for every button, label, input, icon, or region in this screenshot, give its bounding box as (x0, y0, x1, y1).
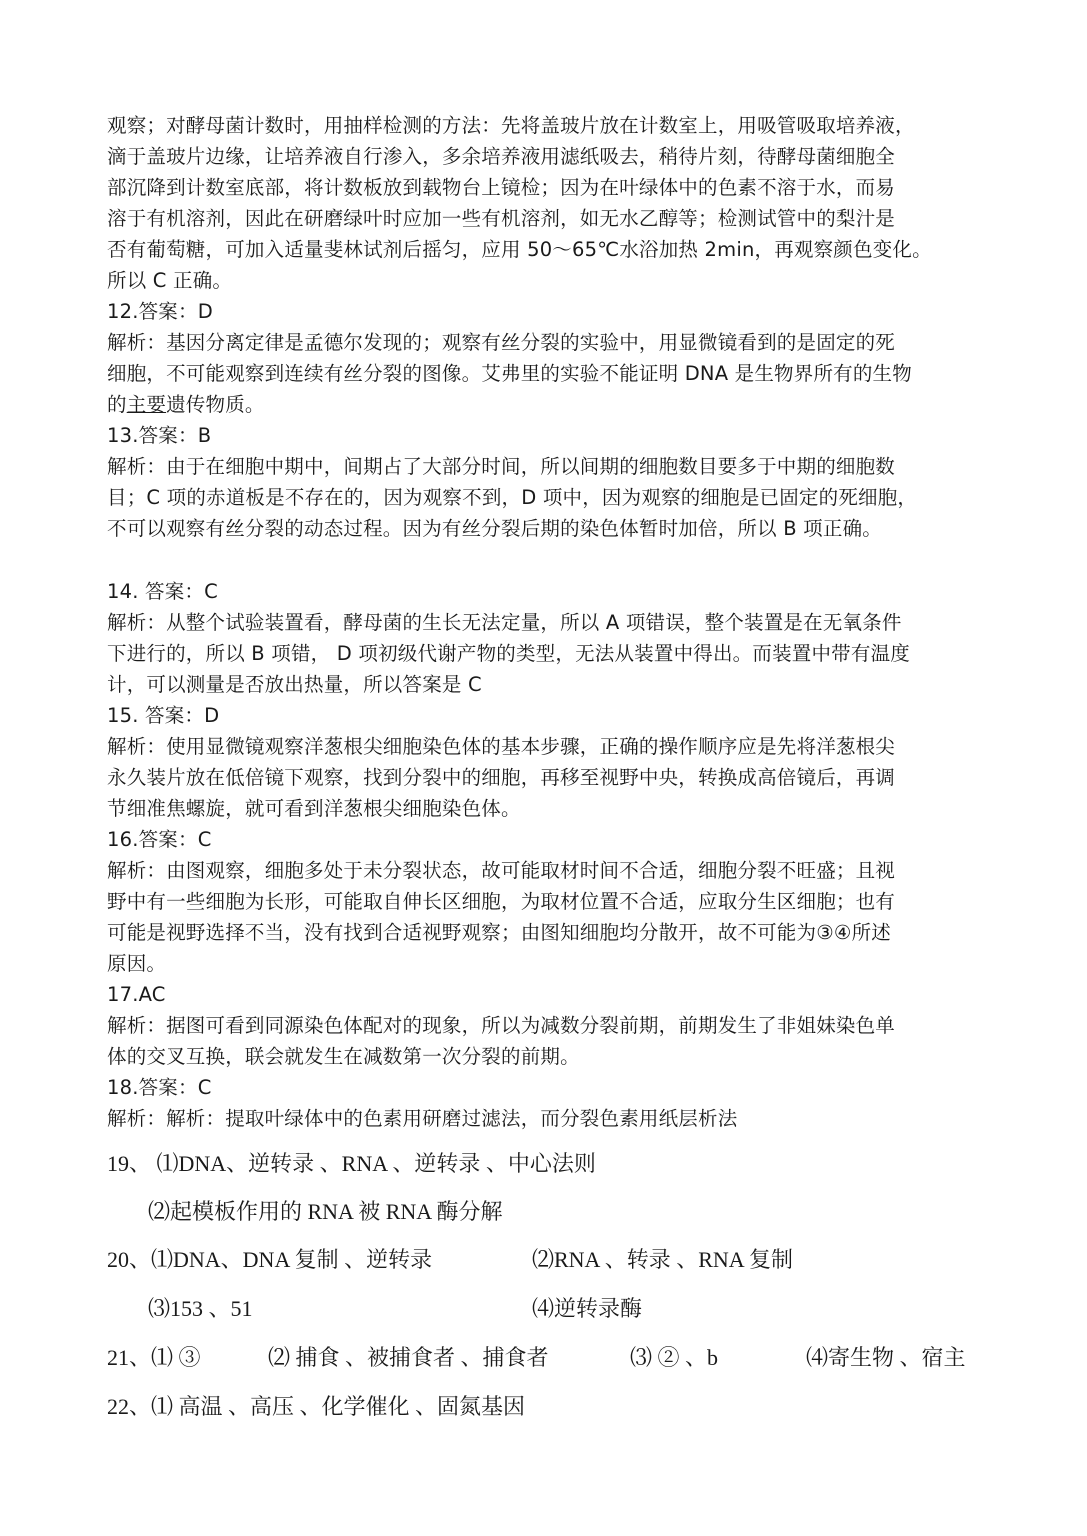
text-line: 不可以观察有丝分裂的动态过程。因为有丝分裂后期的染色体暂时加倍，所以 B 项正确。 (107, 517, 882, 540)
underlined-text: 主要 (126, 393, 167, 416)
answer-16-heading: 16.答案：C (107, 828, 212, 851)
text-line: 细胞，不可能观察到连续有丝分裂的图像。艾弗里的实验不能证明 DNA 是生物界所有的生物 (107, 362, 912, 385)
text-line: 所以 C 正确。 (107, 269, 233, 292)
answer-15-heading: 15. 答案：D (107, 704, 220, 727)
answer-12-heading: 12.答案：D (107, 300, 213, 323)
answer-19-part-1: 19、 ⑴DNA、逆转录 、RNA 、逆转录 、中心法则 (107, 1151, 596, 1176)
text-line: 部沉降到计数室底部，将计数板放到载物台上镜检；因为在叶绿体中的色素不溶于水，而易 (107, 176, 896, 199)
answer-19-part-2: ⑵起模板作用的 RNA 被 RNA 酶分解 (148, 1199, 503, 1224)
answer-21-part-4: ⑷寄生物 、宿主 (806, 1345, 966, 1370)
answer-20-part-2: ⑵RNA 、转录 、RNA 复制 (532, 1247, 793, 1272)
text-line: 解析：解析：提取叶绿体中的色素用研磨过滤法，而分裂色素用纸层析法 (107, 1107, 738, 1130)
answer-12 (107, 296, 987, 420)
text-line: 解析：从整个试验装置看，酵母菌的生长无法定量，所以 A 项错误，整个装置是在无氧条件 (107, 611, 902, 634)
text-line: 永久装片放在低倍镜下观察，找到分裂中的细胞，再移至视野中央，转换成高倍镜后，再调 (107, 766, 896, 789)
answer-21-part-3: ⑶ ② 、b (630, 1345, 719, 1370)
text-line: 解析：使用显微镜观察洋葱根尖细胞染色体的基本步骤，正确的操作顺序应是先将洋葱根尖 (107, 735, 896, 758)
answer-14 (107, 576, 987, 700)
text-line: 否有葡萄糖，可加入适量斐林试剂后摇匀，应用 50～65℃水浴加热 2min，再观察颜色变化。 (107, 238, 932, 261)
answer-20-part-3: ⑶153 、51 (148, 1296, 253, 1321)
answer-18-heading: 18.答案：C (107, 1076, 212, 1099)
text-line: 体的交叉互换，联会就发生在减数第一次分裂的前期。 (107, 1045, 580, 1068)
answer-11-explanation-continued (107, 110, 987, 296)
text-line: 节细准焦螺旋，就可看到洋葱根尖细胞染色体。 (107, 797, 521, 820)
answer-20-part-1: 20、⑴DNA、DNA 复制 、逆转录 (107, 1247, 433, 1272)
answer-17-heading: 17.AC (107, 983, 166, 1006)
text-line: 滴于盖玻片边缘，让培养液自行渗入，多余培养液用滤纸吸去，稍待片刻，待酵母菌细胞全 (107, 145, 896, 168)
answer-15 (107, 700, 987, 824)
text-segment: 遗传物质。 (166, 393, 265, 416)
text-line: 目；C 项的赤道板是不存在的，因为观察不到，D 项中，因为观察的细胞是已固定的死细胞， (107, 486, 918, 509)
answer-13 (107, 420, 987, 544)
text-line: 解析：由图观察，细胞多处于未分裂状态，故可能取材时间不合适，细胞分裂不旺盛；且视 (107, 859, 896, 882)
text-line (107, 389, 987, 420)
answer-18 (107, 1072, 987, 1134)
text-line: 可能是视野选择不当，没有找到合适视野观察；由图知细胞均分散开，故不可能为③④所述 (107, 921, 891, 944)
text-line: 下进行的，所以 B 项错， D 项初级代谢产物的类型，无法从装置中得出。而装置中带有温度 (107, 642, 910, 665)
answer-21-part-1: 21、⑴ ③ (107, 1345, 201, 1370)
text-segment: 的 (107, 393, 127, 416)
text-line: 计，可以测量是否放出热量，所以答案是 C (107, 673, 482, 696)
answer-16 (107, 824, 987, 979)
text-line: 观察；对酵母菌计数时，用抽样检测的方法：先将盖玻片放在计数室上，用吸管吸取培养液， (107, 114, 915, 137)
answer-21-part-2: ⑵ 捕食 、被捕食者 、捕食者 (268, 1345, 549, 1370)
text-line: 野中有一些细胞为长形，可能取自伸长区细胞，为取材位置不合适，应取分生区细胞；也有 (107, 890, 896, 913)
answer-22-part-1: 22、⑴ 高温 、高压 、化学催化 、固氮基因 (107, 1394, 526, 1419)
answer-13-heading: 13.答案：B (107, 424, 212, 447)
answer-20-part-4: ⑷逆转录酶 (532, 1296, 643, 1321)
text-line: 原因。 (107, 952, 167, 975)
text-line: 解析：基因分离定律是孟德尔发现的；观察有丝分裂的实验中，用显微镜看到的是固定的死 (107, 331, 896, 354)
answer-17 (107, 979, 987, 1072)
answer-14-heading: 14. 答案：C (107, 580, 218, 603)
text-line: 解析：据图可看到同源染色体配对的现象，所以为减数分裂前期，前期发生了非姐妹染色单 (107, 1014, 896, 1037)
text-line: 解析：由于在细胞中期中，间期占了大部分时间，所以间期的细胞数目要多于中期的细胞数 (107, 455, 896, 478)
text-line: 溶于有机溶剂，因此在研磨绿叶时应加一些有机溶剂，如无水乙醇等；检测试管中的梨汁是 (107, 207, 896, 230)
